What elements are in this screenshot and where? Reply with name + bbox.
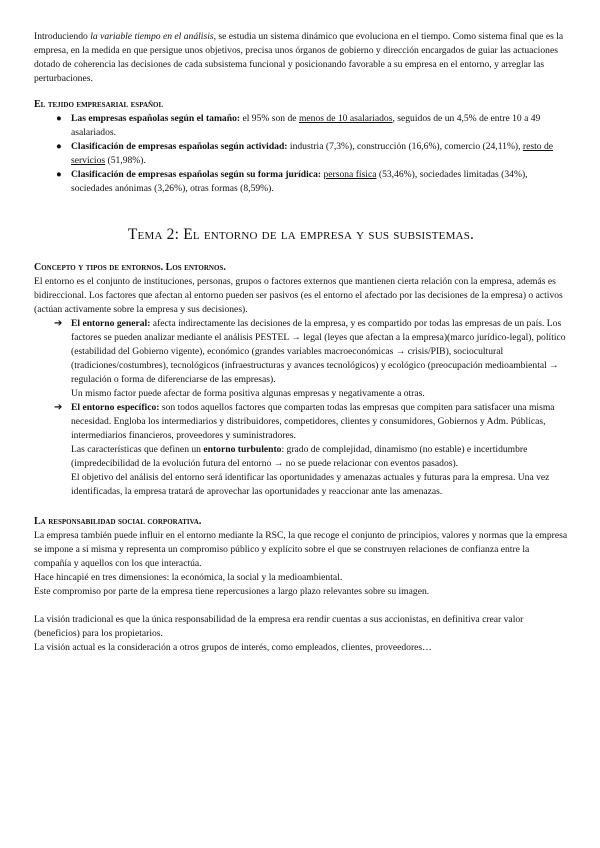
concepto-paragraph: El entorno es el conjunto de instituciones, personas, grupos o factores externos que mantienen cierta relación con la empresa, además es bidireccional. Los factores que afectan al entorno pueden ser pasivos (es el entorno el afectado por las decisiones de la empresa) o activos (actúan activamente sobre la empresa y sus decisiones). [34, 276, 563, 315]
tejido-list [34, 112, 568, 196]
rsc-paragraph-1: La empresa también puede influir en el entorno mediante la RSC, la que recoge el conjunto de principios, valores y normas que la empresa se impone a sí misma y representa un compromiso público y explícito sobre el que se construyen relaciones de confianza entre la compañía y aquellos con los que interactúa. [34, 530, 568, 569]
item-underlined: resto de servicios [71, 141, 554, 166]
intro-paragraph [34, 30, 568, 86]
list-item-entorno-especifico [34, 401, 568, 443]
rsc-paragraph-5: La visión actual es la consideración a otros grupos de interés, como empleados, clientes, proveedores… [34, 642, 432, 653]
document-page [34, 30, 568, 655]
bullet-icon: ● [56, 169, 62, 180]
item-bold-label: Clasificación de empresas españolas según actividad: [71, 141, 288, 152]
bullet-icon: ● [56, 113, 62, 124]
section-heading-tejido: El tejido empresarial español [34, 99, 164, 110]
turbulento-paragraph [34, 443, 568, 471]
item-underlined: menos de 10 asalariados [298, 113, 393, 124]
item-bold-label: El entorno general: [71, 318, 151, 329]
item-text: (51,98%). [105, 155, 146, 166]
intro-italic-phrase: la variable tiempo en el análisis [90, 31, 214, 42]
rsc-paragraph-4: La visión tradicional es que la única responsabilidad de la empresa era rendir cuentas a sus accionistas, en definitiva crear valor (beneficios) para los propietarios. [34, 614, 524, 639]
item-bold-label: Las empresas españolas según el tamaño: [71, 113, 241, 124]
rsc-paragraph-2: Hace hincapié en tres dimensiones: la económica, la social y la medioambiental. [34, 572, 343, 583]
intro-text-start: Introduciendo [34, 31, 91, 42]
turbulento-text-rest: : grado de complejidad, dinamismo (no estable) e incertidumbre (impredecibilidad de la evolución futura del entorno → no se puede relacionar con eventos pasados). [71, 444, 528, 469]
list-item [34, 140, 568, 168]
item-bold-label: Clasificación de empresas españolas según su forma jurídica: [71, 169, 322, 180]
item-bold-label: El entorno específico: [71, 402, 160, 413]
item-text: son todos aquellos factores que comparten todas las empresas que compiten para satisfacer una misma necesidad. Engloba los intermediarios y distribuidores, competidores, clientes y consumidores, Gobiernos y Adm. Públicas, intermediarios financieros, proveedores y suministradores. [71, 402, 555, 441]
item-text: (53,46%), sociedades limitadas (34%), sociedades anónimas (3,26%), otras formas (8,59%). [71, 169, 528, 194]
entorno-list-2 [34, 401, 568, 443]
turbulento-bold: entorno turbulento [203, 444, 282, 455]
section-heading-rsc: La responsabilidad social corporativa. [34, 516, 202, 527]
item-text: el 95% son de [240, 113, 299, 124]
item-text: industria (7,3%), construcción (16,6%), comercio (24,11%), [287, 141, 523, 152]
item-text: afecta indirectamente las decisiones de la empresa, y es compartido por todas las empresas de un país. Los factores se pueden analizar mediante el análisis PESTEL → legal (leyes que afectan a la empresa)(marco jurídico-legal), político (estabilidad del Gobierno vigente), económico (grandes variables macroeconómicas → crisis/PIB), sociocultural (tradiciones/costumbres), tecnológicos (infraestructuras y avances tecnológicos) y ecológico (preocupación medioambiental → regulación o forma de diferenciarse de las empresas). [71, 318, 566, 385]
list-item [34, 112, 568, 140]
list-item [34, 168, 568, 196]
objetivo-paragraph: El objetivo del análisis del entorno será identificar las oportunidades y amenazas actuales y futuras para la empresa. Una vez identificadas, la empresa tratará de aprovechar las oportunidades y reaccionar ante las amenazas. [71, 472, 550, 497]
rsc-paragraph-3: Este compromiso por parte de la empresa tiene repercusiones a largo plazo relevantes sobre su imagen. [34, 586, 430, 597]
turbulento-text: Las características que definen un [71, 444, 204, 455]
arrow-icon: ➔ [54, 318, 63, 329]
item-underlined: persona física [323, 169, 377, 180]
intro-text-rest: , se estudia un sistema dinámico que evoluciona en el tiempo. Como sistema final que es la empresa, en la medida en que persigue unos objetivos, precisa unos órganos de gobierno y dirección encargados de guiar las actuaciones dotado de coherencia las decisiones de cada subsistema funcional y posicionando favorable a su empresa en el entorno, y arreglar las perturbaciones. [34, 31, 564, 84]
arrow-icon: ➔ [54, 402, 63, 413]
tema-title: Tema 2: El entorno de la empresa y sus subsistemas. [127, 226, 475, 243]
bullet-icon: ● [56, 141, 62, 152]
general-extra-note: Un mismo factor puede afectar de forma positiva algunas empresas y negativamente a otras. [71, 388, 425, 399]
section-heading-concepto: Concepto y tipos de entornos. Los entornos. [34, 262, 226, 273]
list-item-entorno-general [34, 317, 568, 387]
entorno-list [34, 317, 568, 387]
item-text: , seguidos de un 4,5% de entre 10 a 49 asalariados. [71, 113, 541, 138]
